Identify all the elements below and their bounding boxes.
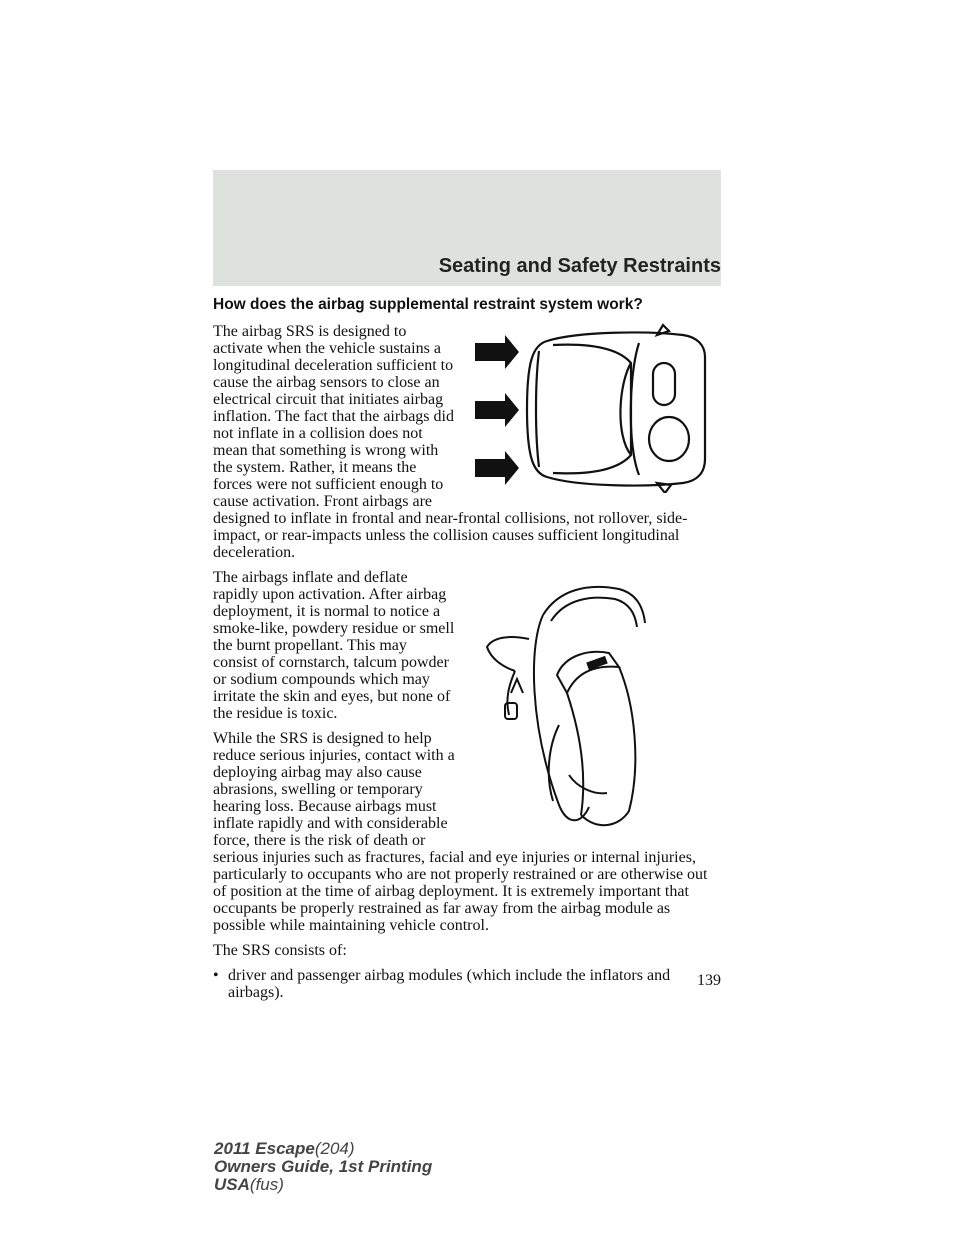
print-footer xyxy=(214,1140,432,1194)
section-title: Seating and Safety Restraints xyxy=(438,255,721,277)
paragraph-2: The airbags inflate and deflate rapidly upon activation. After airbag deployment, it is normal to notice a smoke-like, powdery residue or smell the burnt propellant. This may consist of cornstarch, talcum powder or sodium compounds which may irritate the skin and eyes, but none of the residue is toxic. xyxy=(213,569,455,722)
impact-arrow-3 xyxy=(475,451,519,485)
bullet-marker: • xyxy=(213,967,219,984)
airbag-deployment-diagram xyxy=(469,575,721,835)
frontal-impact-illustration xyxy=(469,323,721,493)
question-heading: How does the airbag supplemental restraint system work? xyxy=(213,296,643,313)
bullet-text: driver and passenger airbag modules (which include the inflators and airbags). xyxy=(228,967,671,1001)
page-content xyxy=(213,296,721,1001)
paragraph-3: While the SRS is designed to help reduce serious injuries, contact with a deploying airbag may also cause abrasions, swelling or temporary hearing loss. Because airbags must inflate rapidly and with considerable force, there is the risk of death or serious injuries such as fractures, facial and eye injuries or internal injuries, particularly to occupants who are not properly restrained or are otherwise out of position at the time of airbag deployment. It is extremely important that occupants be properly restrained as far away from the airbag module as possible while maintaining vehicle control. xyxy=(213,730,708,934)
page-number: 139 xyxy=(697,972,721,989)
frontal-impact-diagram xyxy=(469,323,721,493)
footer-market-code: (fus) xyxy=(249,1175,284,1194)
paragraph-4: The SRS consists of: xyxy=(213,942,347,959)
impact-arrow-1 xyxy=(475,335,519,369)
impact-arrow-2 xyxy=(475,393,519,427)
footer-printing: Owners Guide, 1st Printing xyxy=(214,1157,433,1176)
paragraph-1: The airbag SRS is designed to activate when the vehicle sustains a longitudinal deceleration sufficient to cause the airbag sensors to close an electrical circuit that initiates airbag inflation. The fact that the airbags did not inflate in a collision does not mean that something is wrong with the system. Rather, it means the forces were not sufficient enough to cause activation. Front airbags are designed to inflate in frontal and near-frontal collisions, not rollover, side-impact, or rear-impacts unless the collision causes sufficient longitudinal deceleration. xyxy=(213,323,688,561)
footer-market: USA xyxy=(214,1175,250,1194)
bullet-item xyxy=(213,967,721,1001)
footer-model: 2011 Escape xyxy=(214,1139,315,1158)
steering-wheel-outline xyxy=(487,587,645,825)
airbag-deployment-illustration xyxy=(469,575,721,835)
footer-model-code: (204) xyxy=(314,1139,355,1158)
vehicle-outline xyxy=(527,325,705,493)
